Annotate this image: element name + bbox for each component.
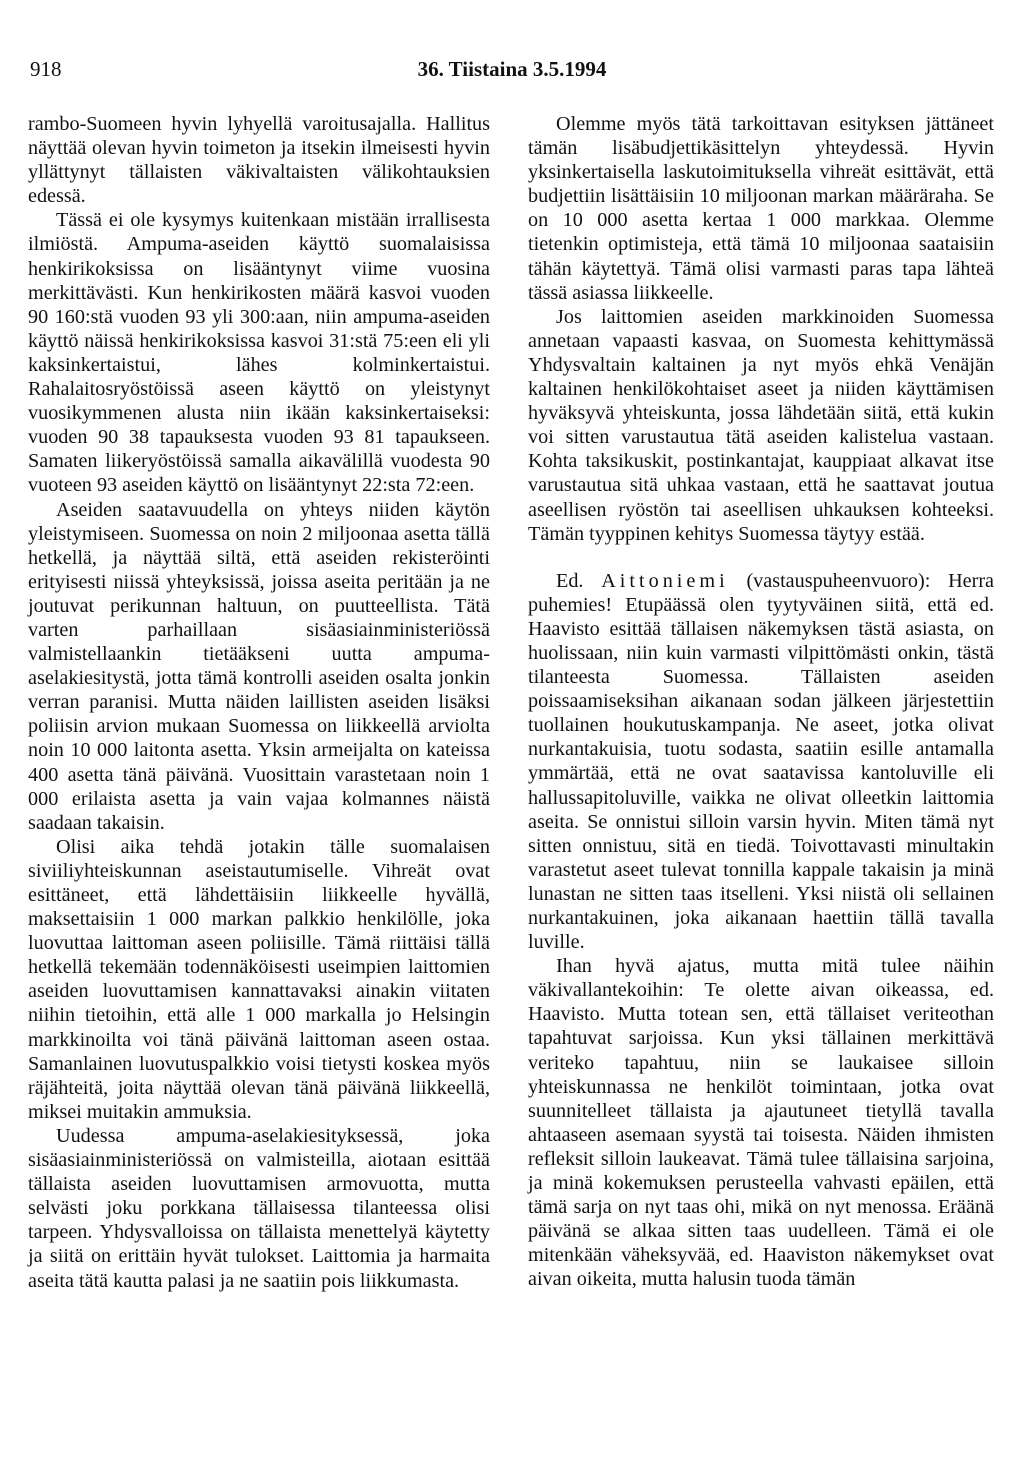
session-date: 36. Tiistaina 3.5.1994	[417, 57, 607, 81]
paragraph: Olisi aika tehdä jotakin tälle suomalaisen siviiliyhteiskunnan aseistautumiselle. Vihreät ovat esittäneet, että lähdettäisiin liikkeelle hyvällä, maksettaisiin 1 000 markan palkkio henkilölle, joka luovuttaa laittoman aseen poliisille. Tämä riittäisi tällä hetkellä tekemään todennäköisesti useimpien laittomien aseiden luovuttamisen kannattavaksi ainakin viitaten niihin tietoihin, että alle 1 000 markalla jo Helsingin markkinoilta voi tänä päivänä laittoman aseen ostaa. Samanlainen luovutuspalkkio voisi tietysti koskea myös räjähteitä, joita näyttää olevan tänä päivänä liikkeellä, miksei muitakin ammuksia.	[28, 835, 490, 1123]
paragraph: rambo-Suomeen hyvin lyhyellä varoitusajalla. Hallitus näyttää olevan hyvin toimeton ja itsekin ilmeisesti hyvin yllättynyt tällaisten väkivaltaisten välikohtauksien edessä.	[28, 113, 490, 208]
right-column	[528, 112, 994, 1292]
speech-prefix: Ed.	[556, 569, 584, 592]
paragraph: Olemme myös tätä tarkoittavan esityksen jättäneet tämän lisäbudjettikäsittelyn yhteydessä. Hyvin yksinkertaisella laskutoimituksella vihreät esittävät, että budjettiin lisättäisiin 10 miljoonan markan määräraha. Se on 10 000 asetta kertaa 1 000 markkaa. Olemme tietenkin optimisteja, että tämä 10 miljoonaa saataisiin tähän käytettyä. Tämä olisi varmasti paras tapa lähteä tässä asiassa liikkeelle.	[528, 113, 994, 304]
paragraph: Uudessa ampuma-aselakiesityksessä, joka sisäasiainministeriössä on valmisteilla, aiotaan esittää tällaista aseiden luovuttamisen armovuotta, mutta selvästi joku porkkana tällaisessa tilanteessa olisi tarpeen. Yhdysvalloissa on tällaista menettelyä käytetty ja siitä on erittäin hyvät tulokset. Laittomia ja harmaita aseita tätä kautta palasi ja ne saatiin pois liikkumasta.	[28, 1124, 490, 1292]
speech-text: Herra puhemies! Etupäässä olen tyytyväinen siitä, että ed. Haavisto esittää tällaisen näkemyksen tästä asiasta, on huolissaan, niin kuin varmasti vilpittömästi onkin, tästä tilanteesta Suomessa. Tällaisten aseiden poissaamiseksihan aikanaan sodan jälkeen järjestettiin tuollainen houkutuskampanja. Ne aseet, jotka olivat nurkantakuisia, tuotu sodasta, saatiin esille antamalla ymmärtää, että ne ovat saatavissa kantoluville eli hallussapitoluville, vaikka ne olivat olleetkin laittomia aseita. Se onnistui silloin varsin hyvin. Miten tämä nyt sitten onnistuu, sitä en tiedä. Toivottavasti minultakin varastetut aseet tulevat tonnilla kappale takaisin ja minä lunastan ne sitten taas itselleni. Yksi niistä oli sellainen nurkantakuinen, joka aikanaan haettiin tällä tavalla luville.	[528, 569, 995, 954]
page-number: 918	[30, 57, 62, 81]
paragraph: Jos laittomien aseiden markkinoiden Suomessa annetaan vapaasti kasvaa, on Suomesta kehittymässä Yhdysvaltain kaltainen ja nyt myös ehkä Venäjän kaltainen henkilökohtaiset aseet ja niiden käyttämisen hyväksyvä yhteiskunta, jossa lähdetään siitä, että kukin voi sitten varustautua tätä aseiden kalistelua vastaan. Kohta taksikuskit, postinkantajat, kauppiaat alkavat itse varustautua sitä uhkaa vastaan, että he saattavat joutua aseellisen ryöstön tai aseellisen uhkauksen kohteeksi. Tämän tyyppinen kehitys Suomessa täytyy estää.	[528, 305, 994, 545]
speech-role: (vastauspuheenvuoro):	[746, 569, 931, 592]
page-header	[30, 57, 994, 87]
speaker-name: Aittoniemi	[601, 569, 729, 592]
paragraph: Tässä ei ole kysymys kuitenkaan mistään irrallisesta ilmiöstä. Ampuma-aseiden käyttö suomalaisissa henkirikoksissa on lisääntynyt viime vuosina merkittävästi. Kun henkirikosten määrä kasvoi vuoden 90 160:stä vuoden 93 yli 300:aan, niin ampuma-aseiden käyttö näissä henkirikoksissa kasvoi 31:stä 75:een eli yli kaksinkertaistui, lähes kolminkertaistui. Rahalaitosryöstöissä aseen käyttö on yleistynyt vuosikymmenen alusta niin ikään kaksinkertaiseksi: vuoden 90 38 tapauksesta vuoden 93 81 tapaukseen. Samaten liikeryöstöissä samalla aikavälillä vuodesta 90 vuoteen 93 aseiden käyttö on lisääntynyt 22:sta 72:een.	[28, 209, 490, 497]
speech-paragraph	[528, 569, 994, 955]
left-column	[28, 112, 490, 1293]
paragraph: Ihan hyvä ajatus, mutta mitä tulee näihin väkivallantekoihin: Te olette aivan oikeassa, ed. Haavisto. Mutta totean sen, että tällaiset veriteothan tapahtuvat sarjoissa. Kun yksi tällainen merkittävä veriteko tapahtuu, niin se laukaisee silloin yhteiskunnassa ne henkilöt toimintaan, jotka ovat suunnitelleet tällaista ja ajautuneet tietyllä tavalla ahtaaseen asemaan syystä tai toisesta. Näiden ihmisten refleksit silloin laukeavat. Tämä tulee tällaisina sarjoina, ja minä kokemuksen perusteella vahvasti epäilen, että tämä sarja on nyt taas ohi, mikä on nyt menossa. Eräänä päivänä se alkaa sitten taas uudelleen. Tämä ei ole mitenkään väheksyvää, ed. Haaviston näkemykset ovat aivan oikeita, mutta halusin tuoda tämän	[528, 955, 994, 1291]
paragraph: Aseiden saatavuudella on yhteys niiden käytön yleistymiseen. Suomessa on noin 2 miljoonaa asetta tällä hetkellä, ja näyttää siltä, että aseiden rekisteröinti erityisesti niissä yhteyksissä, joissa aseita peritään ja ne joutuvat perikunnan haltuun, on puutteellista. Tätä varten parhaillaan sisäasiainministeriössä valmistellaankin tietääkseni uutta ampuma-aselakiesitystä, jotta tämä kontrolli aseiden osalta jonkin verran paranisi. Mutta näiden laillisten aseiden lisäksi poliisin arvion mukaan Suomessa on liikkeellä arviolta noin 10 000 laitonta asetta. Yksin armeijalta on kateissa 400 asetta tänä päivänä. Vuosittain varastetaan noin 1 000 erilaista asetta ja vain vajaa kolmannes näistä saadaan takaisin.	[28, 498, 490, 834]
